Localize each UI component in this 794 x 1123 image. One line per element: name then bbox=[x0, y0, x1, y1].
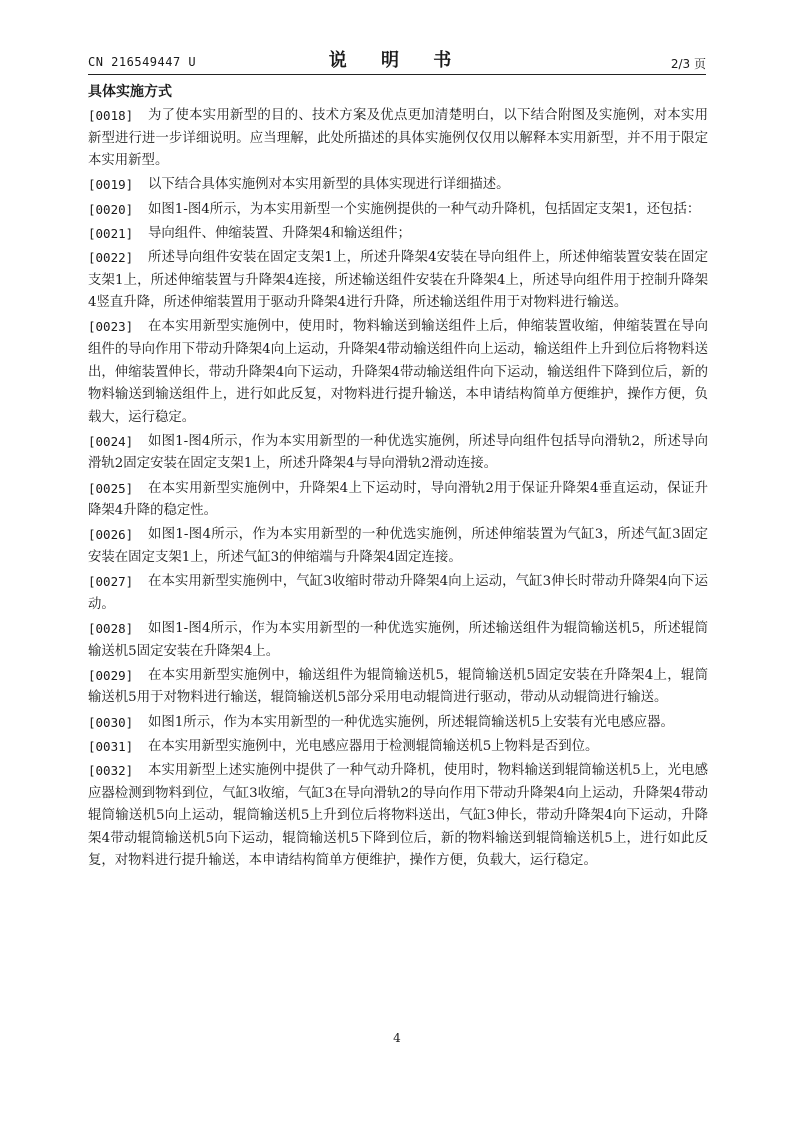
paragraph bbox=[88, 618, 708, 663]
paragraph-text: 如图1-图4所示，作为本实用新型的一种优选实施例，所述导向组件包括导向滑轨2，所述导向滑轨2固定安装在固定支架1上，所述升降架4与导向滑轨2滑动连接。 bbox=[88, 433, 708, 472]
paragraph bbox=[88, 665, 708, 710]
paragraph bbox=[88, 524, 708, 569]
paragraph-number: [0021] bbox=[88, 225, 134, 241]
paragraph-text: 在本实用新型实施例中，使用时，物料输送到输送组件上后，伸缩装置收缩，伸缩装置在导向组件的导向作用下带动升降架4向上运动，升降架4带动输送组件向上运动，输送组件上升到位后将物料送出，伸缩装置伸长，带动升降架4向下运动，升降架4带动输送组件向下运动，输送组件下降到位后，新的物料输送到输送组件上，进行如此反复，对物料进行提升输送，本申请结构简单方便维护，操作方便，负载大，运行稳定。 bbox=[88, 319, 708, 425]
paragraph bbox=[88, 199, 708, 222]
paragraph bbox=[88, 105, 708, 173]
paragraph bbox=[88, 174, 708, 197]
paragraph-number: [0031] bbox=[88, 738, 134, 754]
paragraph-text: 所述导向组件安装在固定支架1上，所述升降架4安装在导向组件上，所述伸缩装置安装在固定支架1上，所述伸缩装置与升降架4连接，所述输送组件安装在升降架4上，所述导向组件用于控制升降架4竖直升降，所述伸缩装置用于驱动升降架4进行升降，所述输送组件用于对物料进行输送。 bbox=[88, 249, 708, 311]
paragraph-text: 为了使本实用新型的目的、技术方案及优点更加清楚明白，以下结合附图及实施例，对本实用新型进行进一步详细说明。应当理解，此处所描述的具体实施例仅仅用以解释本实用新型，并不用于限定本实用新型。 bbox=[88, 108, 708, 169]
paragraph-text: 如图1-图4所示，作为本实用新型的一种优选实施例，所述伸缩装置为气缸3，所述气缸3固定安装在固定支架1上，所述气缸3的伸缩端与升降架4固定连接。 bbox=[88, 527, 708, 566]
paragraph-number: [0028] bbox=[88, 621, 134, 636]
paragraph-number: [0025] bbox=[88, 480, 134, 496]
paragraph bbox=[88, 431, 708, 476]
paragraph-number: [0027] bbox=[88, 574, 134, 590]
header-divider bbox=[88, 74, 706, 75]
paragraph-text: 在本实用新型实施例中，升降架4上下运动时，导向滑轨2用于保证升降架4垂直运动，保证升降架4升降的稳定性。 bbox=[88, 480, 708, 519]
paragraph bbox=[88, 712, 708, 735]
patent-number: CN 216549447 U bbox=[88, 55, 197, 69]
paragraph bbox=[88, 316, 708, 429]
page-number: 4 bbox=[393, 1031, 401, 1045]
paragraph bbox=[88, 571, 708, 616]
page-indicator: 2/3 页 bbox=[670, 57, 706, 71]
paragraph bbox=[88, 478, 708, 523]
document-title: 说 明 书 bbox=[328, 50, 466, 71]
section-heading: 具体实施方式 bbox=[88, 84, 172, 100]
paragraph-number: [0026] bbox=[88, 527, 134, 543]
paragraph-number: [0032] bbox=[88, 762, 134, 778]
paragraph-number: [0029] bbox=[88, 667, 134, 683]
paragraph-number: [0022] bbox=[88, 249, 134, 265]
paragraph-text: 在本实用新型实施例中，气缸3收缩时带动升降架4向上运动，气缸3伸长时带动升降架4向下运动。 bbox=[88, 574, 708, 612]
paragraph-number: [0018] bbox=[88, 108, 134, 123]
paragraph-number: [0020] bbox=[88, 201, 134, 217]
main-content bbox=[88, 81, 708, 875]
paragraph bbox=[88, 736, 708, 759]
paragraph-number: [0023] bbox=[88, 319, 134, 335]
paragraph-text: 导向组件、伸缩装置、升降架4和输送组件； bbox=[148, 225, 411, 241]
paragraph-text: 如图1所示，作为本实用新型的一种优选实施例，所述辊筒输送机5上安装有光电感应器。 bbox=[148, 714, 674, 730]
page-header bbox=[88, 46, 706, 74]
paragraph-text: 在本实用新型实施例中，光电感应器用于检测辊筒输送机5上物料是否到位。 bbox=[148, 738, 599, 754]
paragraph-text: 本实用新型上述实施例中提供了一种气动升降机，使用时，物料输送到辊筒输送机5上，光电感应器检测到物料到位，气缸3收缩，气缸3在导向滑轨2的导向作用下带动升降架4向上运动，升降架4带动辊筒输送机5向上运动，辊筒输送机5上升到位后将物料送出，气缸3伸长，带动升降架4向下运动，升降架4带动辊筒输送机5向下运动，辊筒输送机5下降到位后，新的物料输送到辊筒输送机5上，进行如此反复，对物料进行提升输送，本申请结构简单方便维护，操作方便，负载大，运行稳定。 bbox=[88, 762, 708, 869]
paragraph-number: [0024] bbox=[88, 433, 134, 449]
paragraph-text: 在本实用新型实施例中，输送组件为辊筒输送机5，辊筒输送机5固定安装在升降架4上，辊筒输送机5用于对物料进行输送，辊筒输送机5部分采用电动辊筒进行驱动，带动从动辊筒进行输送。 bbox=[88, 667, 708, 706]
paragraph-number: [0030] bbox=[88, 714, 134, 730]
paragraph-number: [0019] bbox=[88, 177, 134, 193]
paragraph bbox=[88, 247, 708, 315]
paragraph-text: 如图1-图4所示，为本实用新型一个实施例提供的一种气动升降机，包括固定支架1，还包括： bbox=[148, 201, 701, 217]
paragraph bbox=[88, 760, 708, 873]
paragraph-text: 以下结合具体实施例对本实用新型的具体实现进行详细描述。 bbox=[148, 177, 510, 193]
paragraph-text: 如图1-图4所示，作为本实用新型的一种优选实施例，所述输送组件为辊筒输送机5，所述辊筒输送机5固定安装在升降架4上。 bbox=[88, 621, 708, 659]
paragraph bbox=[88, 223, 708, 246]
